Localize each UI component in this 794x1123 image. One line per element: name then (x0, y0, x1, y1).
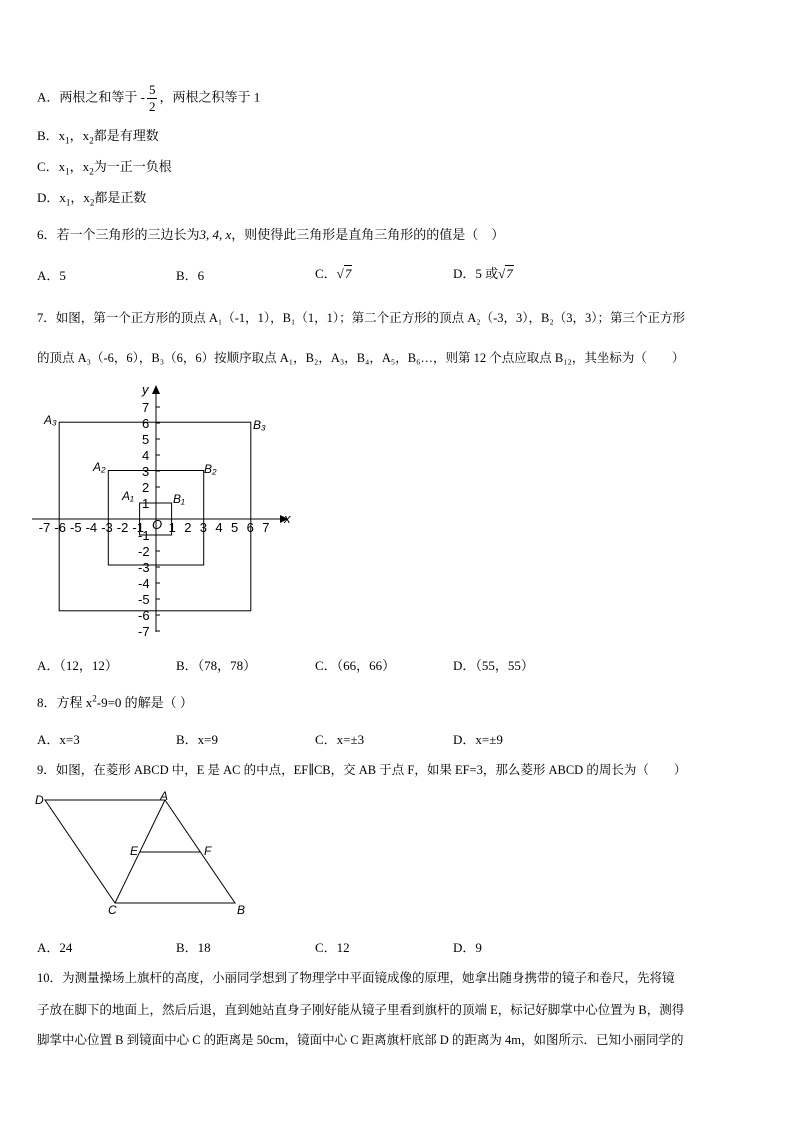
q6-stem-tail: ，则使得此三角形是直角三角形的的值是（ ） (231, 227, 505, 242)
y-tick-label: -1 (138, 528, 150, 543)
x-tick-label: -5 (70, 520, 82, 535)
label-a3: A₃ (44, 413, 57, 427)
y-tick-label: -7 (138, 624, 150, 639)
y-tick-label: -6 (138, 608, 150, 623)
subscript: 2 (89, 197, 95, 208)
q9-rhombus-figure (30, 788, 260, 918)
y-tick-label: -4 (138, 576, 150, 591)
q5-option-d-x1: D．x (37, 190, 66, 205)
q7-coordinate-figure (30, 382, 310, 642)
y-tick-label: 4 (142, 448, 150, 463)
y-tick-label: 6 (142, 416, 150, 431)
q5-option-a-text: A．两根之和等于 - (37, 89, 145, 105)
label-c: C (108, 903, 117, 917)
q8-option-a: A．x=3 (37, 732, 80, 747)
q5-option-c (37, 156, 172, 177)
q6-stem-text: 6．若一个三角形的三边长为 (37, 227, 200, 242)
q5-option-c-x2: ，x (69, 159, 90, 174)
q10-stem-line3: 脚掌中心位置 B 到镜面中心 C 的距离是 50cm，镜面中心 C 距离旗杆底部 D 的距离为 4m，如图所示．已知小丽同学的 (37, 1033, 684, 1047)
q6-option-c-label: C． (315, 266, 337, 281)
q5-option-c-text: 为一正一负根 (93, 159, 172, 174)
y-tick-label: 7 (142, 400, 150, 415)
q5-option-b-x2: ，x (69, 128, 90, 143)
q6-option-d (453, 263, 514, 282)
subscript: 2 (89, 166, 94, 177)
q5-option-c-x1: C．x (37, 159, 66, 174)
x-tick-label: -2 (116, 520, 129, 535)
subscript: 1 (65, 135, 70, 146)
label-b3: B₃ (253, 418, 266, 432)
q7-stem-line2: 的顶点 A₃（-6，6），B₃（6，6）按顺序取点 A₁，B₂，A₃，B₄，A₅，B₆…，则第 12 个点应取点 B₁₂，其坐标为（ ） (37, 351, 685, 365)
q10-stem-line1: 10．为测量操场上旗杆的高度，小丽同学想到了物理学中平面镜成像的原理，她拿出随身携带的镜子和卷尺，先将镜 (37, 971, 675, 985)
q7-stem-line1: 7．如图，第一个正方形的顶点 A₁（-1，1），B₁（1，1）；第二个正方形的顶点 A₂（-3，3），B₂（3，3）；第三个正方形 (37, 311, 685, 325)
radicand: 7 (344, 266, 352, 281)
x-tick-label: -6 (54, 520, 66, 535)
q9-option-d: D．9 (453, 940, 482, 955)
subscript: 1 (65, 197, 71, 208)
x-tick-label: -3 (101, 520, 113, 535)
q9-stem: 9．如图，在菱形 ABCD 中，E 是 AC 的中点，EF∥CB，交 AB 于点 F，如果 EF=3，那么菱形 ABCD 的周长为（ ） (37, 763, 687, 777)
x-tick-label: 5 (231, 520, 239, 535)
label-f: F (204, 844, 212, 858)
q6-stem-math: 3, 4, x (199, 227, 232, 242)
label-a: A (160, 789, 169, 803)
label-b2: B₂ (204, 462, 217, 476)
q8-option-b: B．x=9 (176, 732, 219, 747)
q9-option-b: B．18 (176, 940, 211, 955)
q6-option-d-label: D．5 或 (453, 266, 499, 281)
q8-stem-tail: -9=0 的解是（ ） (96, 695, 193, 710)
q7-option-d: D．（55，55） (453, 658, 534, 673)
subscript: 1 (65, 166, 70, 177)
y-tick-label: 1 (142, 496, 150, 511)
x-axis-label: x (284, 511, 291, 526)
q8-stem (37, 692, 193, 711)
q7-option-b: B．（78，78） (176, 658, 257, 673)
y-tick-label: 2 (142, 480, 150, 495)
subscript: 2 (89, 135, 94, 146)
q8-stem-text: 8．方程 x (37, 695, 93, 710)
q6-stem (37, 224, 504, 243)
q8-option-c: C．x=±3 (315, 732, 365, 747)
x-tick-label: -1 (132, 520, 144, 535)
q5-option-b (37, 125, 159, 146)
x-tick-label: -4 (85, 520, 98, 535)
y-axis-label: y (142, 382, 149, 397)
x-tick-label: -7 (38, 520, 51, 535)
y-tick-label: -2 (138, 544, 150, 559)
q5-option-d (37, 187, 146, 208)
q5-option-b-text: 都是有理数 (93, 128, 159, 143)
q9-option-c: C．12 (315, 940, 350, 955)
fraction (147, 82, 158, 115)
q8-option-d: D．x=±9 (453, 732, 503, 747)
sqrt-symbol: √7 (336, 266, 352, 281)
y-tick-label: -5 (138, 592, 150, 607)
superscript: 2 (92, 693, 97, 704)
q6-option-a: A．5 (37, 268, 66, 283)
q7-option-c: C．（66，66） (315, 658, 396, 673)
x-tick-label: 4 (215, 520, 223, 535)
sqrt-symbol: √7 (498, 266, 513, 281)
q10-stem-line2: 子放在脚下的地面上，然后后退，直到她站直身子刚好能从镜子里看到旗杆的顶端 E，标记好脚掌中心位置为 B，测得 (37, 1003, 685, 1017)
y-tick-label: 3 (142, 464, 150, 479)
label-a2: A₂ (93, 460, 106, 474)
label-b: B (237, 903, 246, 917)
x-tick-label: 7 (262, 520, 270, 535)
q7-option-a: A．（12，12） (37, 658, 118, 673)
y-tick-label: -3 (138, 560, 150, 575)
q5-option-a-tail: ，两根之积等于 1 (159, 89, 261, 105)
x-tick-label: 2 (184, 520, 192, 535)
q5-option-b-x1: B．x (37, 128, 66, 143)
x-tick-label: 3 (199, 520, 208, 535)
y-tick-label: 5 (142, 432, 150, 447)
x-tick-label: 1 (168, 520, 176, 535)
q5-option-d-x2: ，x (70, 190, 90, 205)
x-tick-label: 6 (246, 520, 254, 535)
fraction-denominator: 2 (148, 99, 156, 114)
label-a1: A₁ (122, 489, 134, 503)
label-d: D (35, 793, 44, 807)
q5-option-d-text: 都是正数 (94, 190, 147, 205)
radicand: 7 (506, 266, 513, 281)
fraction-numerator: 5 (148, 82, 156, 97)
origin-label: O (152, 517, 163, 532)
label-e: E (130, 844, 139, 858)
q9-option-a: A．24 (37, 940, 73, 955)
q5-option-a (37, 82, 260, 115)
label-b1: B₁ (173, 492, 185, 506)
q6-option-b: B．6 (176, 268, 205, 283)
q6-option-c (315, 263, 352, 282)
